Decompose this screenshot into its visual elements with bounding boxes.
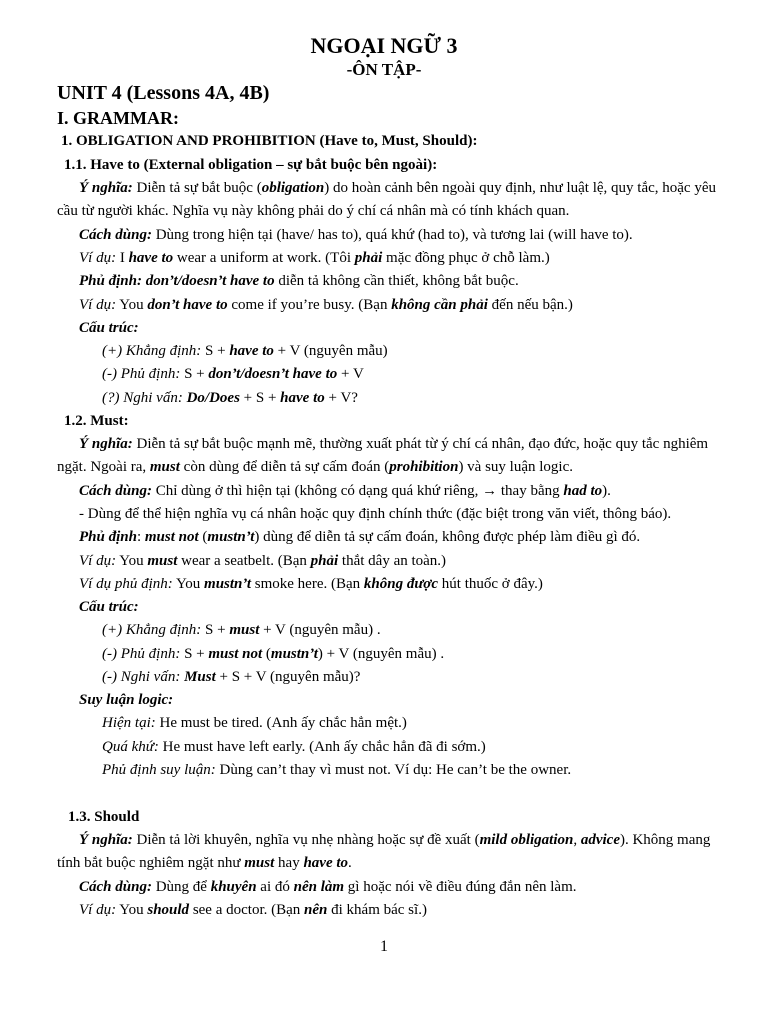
emphasis-text: nên làm (293, 879, 345, 895)
text-run: . (348, 855, 352, 871)
emphasis-text: Cấu trúc: (79, 320, 139, 336)
emphasis-text: Cách dùng: (79, 483, 152, 499)
emphasis-text: don’t have to (147, 297, 228, 313)
emphasis-text: Ví dụ phủ định: (79, 576, 173, 592)
emphasis-text: have to (303, 855, 349, 871)
emphasis-text: Hiện tại: (102, 715, 156, 731)
emphasis-text: phải (354, 250, 383, 266)
body-line (79, 179, 716, 197)
emphasis-text: Cách dùng: (79, 879, 152, 895)
text-run: S + (180, 366, 209, 382)
text-run: + S + (239, 390, 281, 406)
emphasis-text: obligation (261, 180, 325, 196)
text-run: Dùng can’t thay vì must not. Ví dụ: He can’t be the owner. (215, 762, 572, 778)
emphasis-text: Ví dụ: (79, 902, 117, 918)
body-line (79, 319, 139, 337)
emphasis-text: Cách dùng: (79, 227, 152, 243)
body-line (79, 528, 640, 546)
unit-heading: UNIT 4 (Lessons 4A, 4B) (57, 82, 270, 104)
text-run: ( (262, 646, 271, 662)
text-run: : (136, 529, 145, 545)
page-number: 1 (380, 938, 388, 955)
text-run: ) do hoàn cảnh bên ngoài quy định, như luật lệ, quy tắc, hoặc yêu (324, 180, 716, 196)
emphasis-text: (-) Phủ định: (102, 646, 181, 662)
emphasis-text: have to (128, 250, 174, 266)
body-line (102, 365, 364, 383)
text-run: Diễn tả lời khuyên, nghĩa vụ nhẹ nhàng hoặc sự đề xuất ( (132, 832, 480, 848)
emphasis-text: phải (310, 553, 339, 569)
emphasis-text: should (147, 902, 190, 918)
text-run: ) dùng để diễn tả sự cấm đoán, không được phép làm điều gì đó. (254, 529, 641, 545)
emphasis-text: Ý nghĩa: (79, 436, 133, 452)
emphasis-text: mustn’t (270, 646, 318, 662)
body-line (79, 552, 446, 570)
body-line (79, 226, 633, 244)
text-run: tính bắt buộc nghiêm ngặt như (57, 855, 245, 871)
emphasis-text: had to (563, 483, 603, 499)
emphasis-text: khuyên (210, 879, 257, 895)
page-title: NGOẠI NGỮ 3 (310, 33, 458, 58)
text-run: thắt dây an toàn.) (338, 553, 447, 569)
text-run: You (116, 297, 148, 313)
text-run: + V (nguyên mẫu) (273, 343, 388, 359)
text-run: Dùng trong hiện tại (have/ has to), quá khứ (had to), và tương lai (will have to). (151, 227, 633, 243)
section-heading: I. GRAMMAR: (57, 108, 179, 128)
emphasis-text: (+) Khẳng định: (102, 622, 202, 638)
emphasis-text: (+) Khẳng định: (102, 343, 202, 359)
emphasis-text: Ý nghĩa: (79, 180, 133, 196)
emphasis-text: must not (208, 646, 263, 662)
emphasis-text: Phủ định (79, 529, 137, 545)
emphasis-text: mustn’t (207, 529, 255, 545)
emphasis-text: prohibition (389, 459, 459, 475)
text-run: ). (602, 483, 611, 499)
emphasis-text: Ví dụ: (79, 553, 117, 569)
emphasis-text: không được (363, 576, 439, 592)
emphasis-text: don’t/doesn’t have to (208, 366, 338, 382)
emphasis-text: must (229, 622, 260, 638)
text-run: S + (180, 646, 209, 662)
text-run: hút thuốc ở đây.) (438, 576, 543, 592)
text-run: gì hoặc nói về điều đúng đắn nên làm. (344, 879, 577, 895)
emphasis-text: have to (229, 343, 274, 359)
emphasis-text: Phủ định: don’t/doesn’t have to (79, 273, 275, 289)
text-run: He must be tired. (Anh ấy chắc hẳn mệt.) (155, 715, 407, 731)
text-run: + V (337, 366, 364, 382)
text-run: diễn tả không cần thiết, không bắt buộc. (274, 273, 519, 289)
text-run: Chỉ dùng ở thì hiện tại (không có dạng quá khứ riêng, → thay bằng (151, 483, 564, 499)
body-line (57, 458, 573, 476)
body-line (79, 435, 708, 453)
text-run: wear a seatbelt. (Bạn (177, 553, 311, 569)
emphasis-text: must (149, 459, 180, 475)
text-run: ai đó (256, 879, 294, 895)
emphasis-text: have to (280, 390, 325, 406)
emphasis-text: (-) Phủ định: (102, 366, 181, 382)
heading-must: 1.2. Must: (64, 413, 129, 429)
emphasis-text: Do/Does (186, 390, 240, 406)
body-line (102, 389, 358, 407)
text-run: S + (201, 622, 230, 638)
body-line (102, 714, 407, 732)
emphasis-text: mustn’t (204, 576, 251, 592)
emphasis-text: must (147, 553, 178, 569)
emphasis-text: nên (304, 902, 328, 918)
text-run: come if you’re busy. (Bạn (227, 297, 392, 313)
body-line (79, 482, 611, 500)
text-run: Dùng để (151, 879, 211, 895)
body-line (57, 202, 569, 220)
emphasis-text: Quá khứ: (102, 739, 159, 755)
text-run: He must have left early. (Anh ấy chắc hẳn đã đi sớm.) (158, 739, 486, 755)
emphasis-text: Cấu trúc: (79, 599, 139, 615)
emphasis-text: Phủ định suy luận: (102, 762, 216, 778)
body-line (79, 272, 519, 290)
text-run: đến nếu bận.) (487, 297, 573, 313)
body-line (79, 901, 427, 919)
text-run: ( (198, 529, 208, 545)
text-run: Diễn tả sự bắt buộc ( (132, 180, 262, 196)
text-run: see a doctor. (Bạn (189, 902, 305, 918)
emphasis-text: (?) Nghi vấn: (102, 390, 183, 406)
body-line (79, 598, 139, 616)
body-line (102, 621, 381, 639)
text-run: smoke here. (Bạn (251, 576, 364, 592)
text-run: Diễn tả sự bắt buộc mạnh mẽ, thường xuất phát từ ý chí cá nhân, đạo đức, hoặc quy tắc nghiêm (132, 436, 709, 452)
body-line (102, 738, 486, 756)
emphasis-text: Ví dụ: (79, 297, 117, 313)
body-line (102, 342, 388, 360)
text-run: + S + V (nguyên mẫu)? (215, 669, 361, 685)
emphasis-text: không cần phải (391, 297, 488, 313)
text-run: còn dùng để diễn tả sự cấm đoán ( (179, 459, 390, 475)
heading-have-to: 1.1. Have to (External obligation – sự bắt buộc bên ngoài): (64, 157, 438, 173)
emphasis-text: Must (184, 669, 216, 685)
text-run: wear a uniform at work. (Tôi (173, 250, 355, 266)
emphasis-text: must (244, 855, 275, 871)
body-line (79, 249, 550, 267)
heading-obligation: 1. OBLIGATION AND PROHIBITION (Have to, Must, Should): (61, 133, 478, 149)
text-run: + V (nguyên mẫu) . (259, 622, 381, 638)
body-line (79, 575, 543, 593)
emphasis-text: (-) Nghi vấn: (102, 669, 181, 685)
text-run: mặc đồng phục ở chỗ làm.) (382, 250, 550, 266)
emphasis-text: advice (580, 832, 620, 848)
body-line (102, 761, 571, 779)
body-line (79, 296, 573, 314)
emphasis-text: mild obligation (479, 832, 574, 848)
body-line (102, 645, 444, 663)
emphasis-text: Ý nghĩa: (79, 832, 133, 848)
text-run: , (573, 832, 581, 848)
text-run: hay (274, 855, 304, 871)
text-run: ) và suy luận logic. (458, 459, 573, 475)
body-line (57, 854, 352, 872)
text-run: đi khám bác sĩ.) (327, 902, 427, 918)
page-subtitle: -ÔN TẬP- (346, 60, 422, 79)
body-line (79, 691, 173, 709)
text-run: - Dùng để thể hiện nghĩa vụ cá nhân hoặc quy định chính thức (đặc biệt trong văn viết, thông báo). (79, 506, 672, 522)
body-line (102, 668, 360, 686)
text-run: + V? (324, 390, 358, 406)
text-run: ). Không mang (619, 832, 711, 848)
text-run: cầu từ người khác. Nghĩa vụ này không phải do ý chí cá nhân mà có tính khách quan. (57, 203, 570, 219)
text-run: S + (201, 343, 230, 359)
emphasis-text: Suy luận logic: (79, 692, 174, 708)
text-run: You (116, 902, 148, 918)
text-run: You (172, 576, 205, 592)
body-line (79, 878, 577, 896)
body-line (79, 505, 671, 523)
emphasis-text: Ví dụ: (79, 250, 117, 266)
emphasis-text: must not (144, 529, 199, 545)
text-run: ) + V (nguyên mẫu) . (317, 646, 445, 662)
heading-should: 1.3. Should (68, 809, 140, 825)
text-run: ngặt. Ngoài ra, (57, 459, 150, 475)
body-line (79, 831, 710, 849)
text-run: You (116, 553, 148, 569)
text-run: I (116, 250, 129, 266)
